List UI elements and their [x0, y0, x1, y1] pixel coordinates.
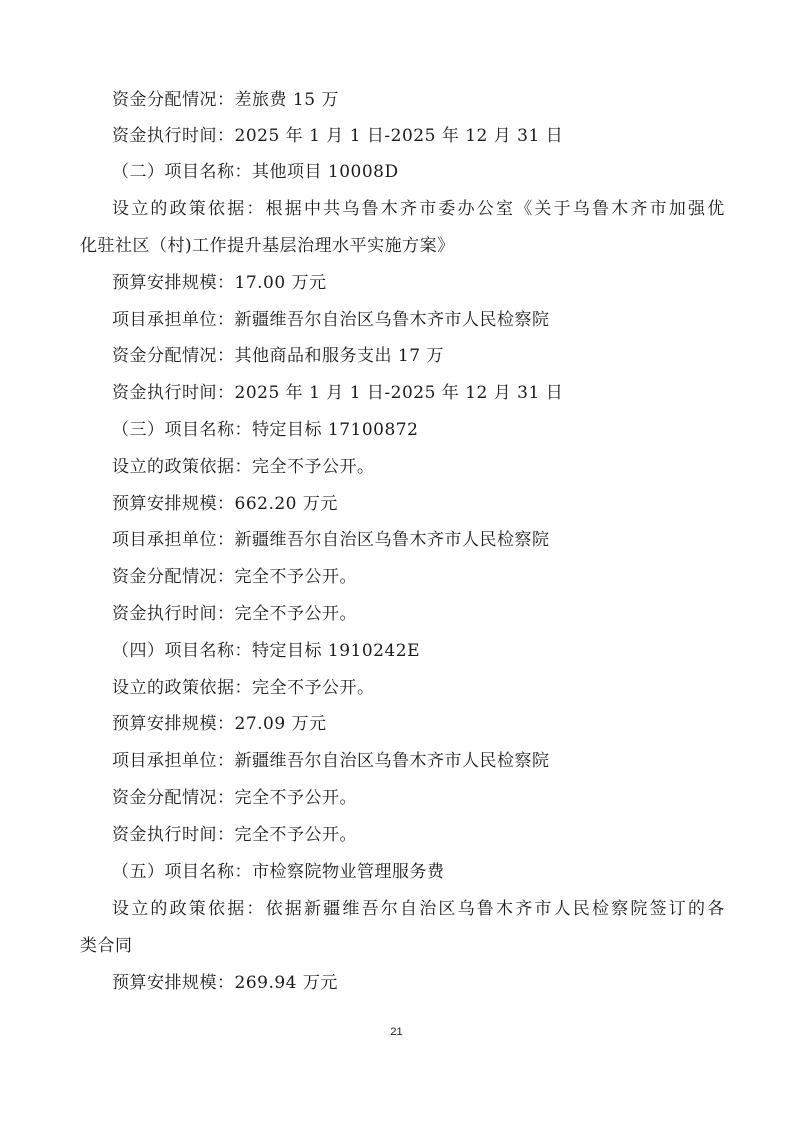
section-heading: （三）项目名称：特定目标 17100872 — [112, 420, 419, 440]
text-line: 预算安排规模：17.00 万元 — [112, 273, 327, 293]
section-heading: （二）项目名称：其他项目 10008D — [112, 162, 399, 182]
text-line: 资金执行时间：完全不予公开。 — [112, 604, 357, 624]
page-number: 21 — [390, 1026, 403, 1038]
text-line: 资金分配情况：差旅费 15 万 — [112, 90, 339, 110]
text-line: 资金分配情况：完全不予公开。 — [112, 788, 357, 808]
text-line: 设立的政策依据：根据中共乌鲁木齐市委办公室《关于乌鲁木齐市加强优 — [112, 199, 727, 219]
text-line: 预算安排规模：662.20 万元 — [112, 494, 338, 514]
text-line: 资金分配情况：其他商品和服务支出 17 万 — [112, 346, 444, 366]
text-line: 设立的政策依据：完全不予公开。 — [112, 457, 375, 477]
text-line: 项目承担单位：新疆维吾尔自治区乌鲁木齐市人民检察院 — [112, 751, 550, 771]
section-heading: （五）项目名称：市检察院物业管理服务费 — [112, 862, 445, 882]
text-line: 设立的政策依据：完全不予公开。 — [112, 678, 375, 698]
text-line: 资金分配情况：完全不予公开。 — [112, 567, 357, 587]
text-line: 预算安排规模：269.94 万元 — [112, 973, 338, 993]
text-line: 资金执行时间：2025 年 1 月 1 日-2025 年 12 月 31 日 — [112, 383, 564, 403]
text-line: 项目承担单位：新疆维吾尔自治区乌鲁木齐市人民检察院 — [112, 530, 550, 550]
text-line: 预算安排规模：27.09 万元 — [112, 714, 327, 734]
text-line: 设立的政策依据：依据新疆维吾尔自治区乌鲁木齐市人民检察院签订的各 — [112, 899, 727, 919]
text-line: 资金执行时间：完全不予公开。 — [112, 825, 357, 845]
section-heading: （四）项目名称：特定目标 1910242E — [112, 641, 421, 661]
text-line: 资金执行时间：2025 年 1 月 1 日-2025 年 12 月 31 日 — [112, 126, 564, 146]
text-line-continuation: 类合同 — [80, 936, 133, 956]
text-line: 项目承担单位：新疆维吾尔自治区乌鲁木齐市人民检察院 — [112, 310, 550, 330]
text-line-continuation: 化驻社区（村)工作提升基层治理水平实施方案》 — [80, 236, 455, 256]
